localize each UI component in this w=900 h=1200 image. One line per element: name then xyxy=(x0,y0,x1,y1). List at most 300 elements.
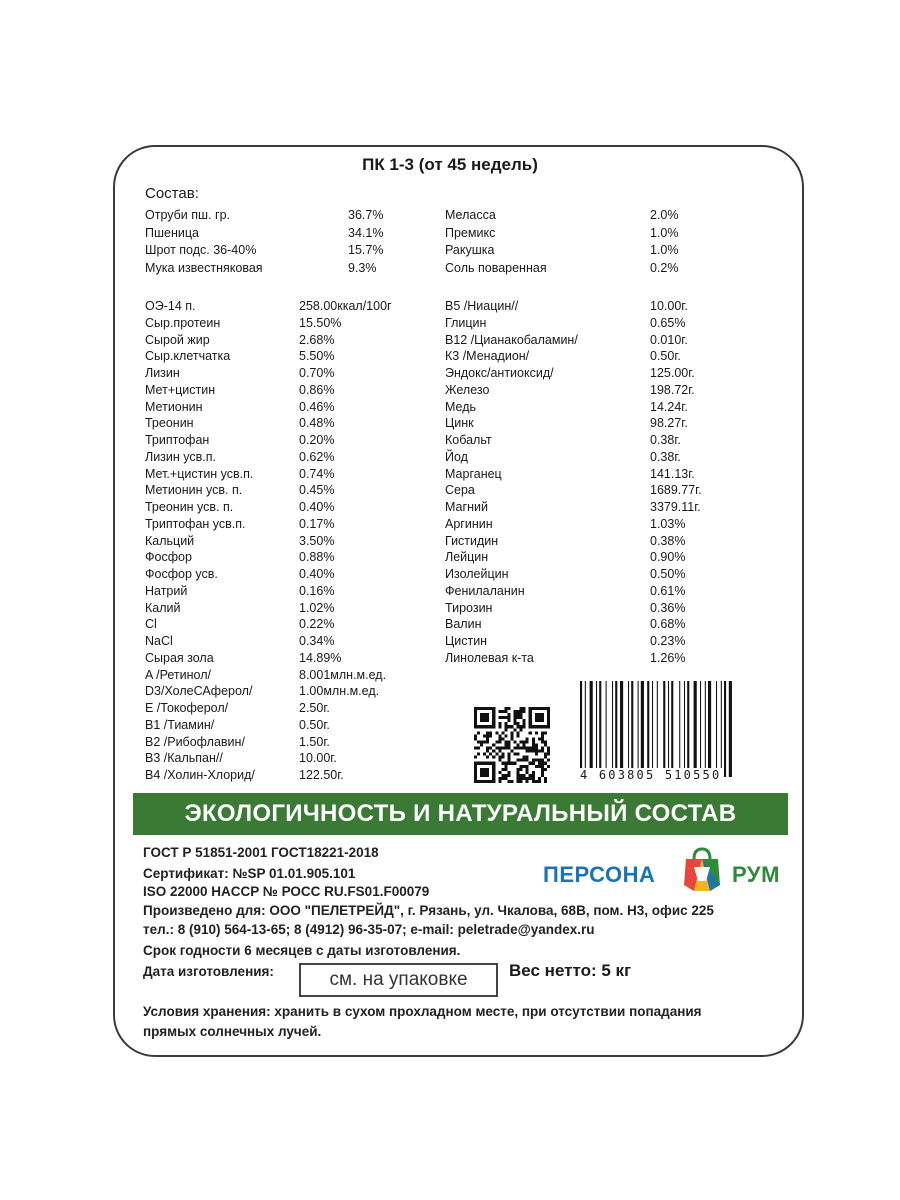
composition-item-value: 2.0% xyxy=(650,208,679,222)
nutrient-value: 1.03% xyxy=(650,516,686,531)
qr-module xyxy=(498,710,501,713)
nutrient-value: 0.65% xyxy=(650,315,686,330)
nutrient-value: 0.38г. xyxy=(650,449,681,464)
qr-module xyxy=(507,740,510,743)
composition-item-value: 34.1% xyxy=(348,225,384,240)
qr-module xyxy=(489,753,492,756)
qr-module xyxy=(538,737,541,740)
qr-module xyxy=(514,753,517,756)
qr-module xyxy=(526,765,529,768)
qr-module xyxy=(532,750,535,753)
qr-module xyxy=(535,759,538,762)
qr-module xyxy=(517,713,520,716)
nutrient-value: 14.24г. xyxy=(650,399,688,414)
qr-module xyxy=(474,756,477,759)
qr-module xyxy=(498,771,501,774)
composition-item-value: 0.2% xyxy=(650,260,679,275)
nutrient-value: 10.00г. xyxy=(299,751,337,766)
iso-text: ISO 22000 HACCP № РОСС RU.FS01.F00079 xyxy=(143,884,430,899)
nutrient-name: B2 /Рибофлавин/ xyxy=(145,734,245,749)
date-label: Дата изготовления: xyxy=(143,964,274,979)
qr-module xyxy=(498,734,501,737)
qr-module xyxy=(486,747,489,750)
qr-module xyxy=(501,756,504,759)
nutrient-value: 0.20% xyxy=(299,433,335,447)
nutrient-name: B4 /Холин-Хлорид/ xyxy=(145,768,255,782)
nutrient-name: Аргинин xyxy=(445,516,493,531)
qr-module xyxy=(501,747,504,750)
certificate-text: Сертификат: №SP 01.01.905.101 xyxy=(143,866,356,881)
barcode-bar xyxy=(652,681,653,777)
qr-module xyxy=(510,780,513,783)
nutrient-name: Изолейцин xyxy=(445,567,509,581)
nutrient-name: Гистидин xyxy=(445,533,499,548)
qr-module xyxy=(480,743,483,746)
qr-module xyxy=(483,734,486,737)
qr-module xyxy=(486,734,489,737)
qr-module xyxy=(507,725,510,728)
nutrient-value: 0.50г. xyxy=(650,349,681,364)
qr-module xyxy=(510,731,513,734)
barcode-bar xyxy=(585,681,586,777)
composition-item-name: Меласса xyxy=(445,208,496,222)
qr-module xyxy=(498,725,501,728)
nutrient-name: Цистин xyxy=(445,634,488,648)
barcode-bar xyxy=(705,681,706,777)
qr-module xyxy=(495,753,498,756)
qr-module xyxy=(517,759,520,762)
qr-module xyxy=(532,774,535,777)
barcode-bar xyxy=(663,681,665,777)
qr-module xyxy=(517,716,520,719)
qr-module xyxy=(526,737,529,740)
qr-module xyxy=(523,765,526,768)
qr-module xyxy=(547,747,550,750)
qr-module xyxy=(507,719,510,722)
nutrient-name: Лизин усв.п. xyxy=(145,449,216,464)
qr-module xyxy=(498,759,501,762)
qr-module xyxy=(507,774,510,777)
qr-module xyxy=(477,747,480,750)
qr-module xyxy=(486,731,489,734)
nutrient-name: Триптофан xyxy=(145,433,210,447)
composition-item-name: Ракушка xyxy=(445,243,495,257)
qr-module xyxy=(520,713,523,716)
qr-module xyxy=(504,710,507,713)
qr-module xyxy=(474,762,495,765)
qr-module xyxy=(523,743,526,746)
qr-module xyxy=(529,707,550,710)
qr-module xyxy=(538,750,541,753)
qr-module xyxy=(501,731,504,734)
qr-module xyxy=(523,722,526,725)
barcode-digits: 4 603805 510550 xyxy=(580,768,722,782)
qr-module xyxy=(474,747,477,750)
qr-module xyxy=(480,740,483,743)
qr-module xyxy=(517,780,520,783)
qr-module xyxy=(532,777,535,780)
qr-module xyxy=(495,747,498,750)
nutrient-value: 1689.77г. xyxy=(650,483,702,498)
nutrient-value: 0.40% xyxy=(299,567,335,581)
qr-module xyxy=(541,731,544,734)
nutrient-value: 0.68% xyxy=(650,617,686,632)
qr-module xyxy=(517,722,520,725)
qr-module xyxy=(507,753,510,756)
qr-module xyxy=(501,774,504,777)
qr-module xyxy=(514,722,517,725)
qr-module xyxy=(501,768,504,771)
nutrient-value: 1.26% xyxy=(650,650,686,665)
nutrient-name: Метионин xyxy=(145,399,203,414)
nutrient-value: 0.36% xyxy=(650,600,686,615)
qr-module xyxy=(507,762,510,765)
qr-module xyxy=(520,740,523,743)
qr-module xyxy=(535,780,538,783)
nutrient-name: B12 /Цианакобаламин/ xyxy=(445,332,578,347)
qr-module xyxy=(510,737,513,740)
barcode-bar xyxy=(657,681,658,777)
nutrient-value: 8.001млн.м.ед. xyxy=(299,667,387,682)
composition-item-name: Премикс xyxy=(445,225,496,240)
qr-module xyxy=(523,777,526,780)
qr-module xyxy=(504,725,507,728)
nutrient-value: 0.010г. xyxy=(650,332,688,347)
qr-module xyxy=(526,740,529,743)
nutrient-value: 0.38% xyxy=(650,533,686,548)
composition-item-value: 9.3% xyxy=(348,260,377,275)
qr-module xyxy=(541,759,544,762)
nutrient-name: Йод xyxy=(445,449,468,464)
barcode xyxy=(578,681,776,777)
qr-module xyxy=(517,710,520,713)
qr-module xyxy=(514,728,517,731)
qr-module xyxy=(544,780,547,783)
qr-module xyxy=(520,707,523,710)
qr-module xyxy=(492,750,495,753)
qr-module xyxy=(544,756,547,759)
barcode-bar xyxy=(687,681,689,777)
barcode-bar xyxy=(724,681,726,777)
qr-module xyxy=(526,759,529,762)
composition-item-value: 15.7% xyxy=(348,243,384,257)
qr-module xyxy=(532,747,535,750)
nutrient-name: Метионин усв. п. xyxy=(145,483,243,498)
qr-module xyxy=(520,747,523,750)
qr-module xyxy=(532,780,535,783)
barcode-bar xyxy=(721,681,722,777)
qr-module xyxy=(517,777,520,780)
composition-item-name: Мука известняковая xyxy=(145,260,263,275)
qr-module xyxy=(520,759,523,762)
composition-item-name: Соль поваренная xyxy=(445,260,547,275)
barcode-bar xyxy=(641,681,644,777)
qr-module xyxy=(514,719,517,722)
nutrient-value: 0.22% xyxy=(299,617,335,632)
qr-module xyxy=(498,750,501,753)
qr-module xyxy=(523,759,526,762)
shopping-bag-icon xyxy=(680,845,724,893)
qr-module xyxy=(501,777,504,780)
nutrient-name: Тирозин xyxy=(445,600,493,615)
barcode-bar xyxy=(700,681,701,777)
qr-module xyxy=(517,734,520,737)
nutrient-value: 0.23% xyxy=(650,634,686,648)
qr-module xyxy=(541,774,544,777)
nutrient-value: 5.50% xyxy=(299,349,335,364)
nutrient-value: 0.61% xyxy=(650,583,686,598)
nutrient-value: 2.50г. xyxy=(299,701,330,715)
nutrient-value: 0.74% xyxy=(299,466,335,481)
nutrient-name: Линолевая к-та xyxy=(445,650,534,665)
qr-module xyxy=(529,762,532,765)
nutrient-name: Фосфор усв. xyxy=(145,567,218,581)
qr-module xyxy=(477,740,480,743)
qr-module xyxy=(501,762,504,765)
nutrient-value: 0.16% xyxy=(299,583,335,598)
qr-module xyxy=(538,759,541,762)
qr-module xyxy=(526,747,529,750)
nutrient-value: 1.00млн.м.ед. xyxy=(299,684,380,699)
nutrient-name: NaCl xyxy=(145,634,173,648)
qr-module xyxy=(541,762,544,765)
qr-module xyxy=(526,756,529,759)
qr-module xyxy=(529,750,532,753)
qr-module xyxy=(498,777,501,780)
qr-module xyxy=(541,740,544,743)
qr-module xyxy=(529,707,532,728)
qr-module xyxy=(489,747,492,750)
qr-module xyxy=(541,771,544,774)
nutrient-value: 3379.11г. xyxy=(650,500,701,514)
qr-module xyxy=(541,765,544,768)
qr-module xyxy=(514,710,517,713)
qr-module xyxy=(504,728,507,731)
qr-module xyxy=(535,713,544,722)
qr-module xyxy=(507,713,510,716)
qr-module xyxy=(535,765,538,768)
qr-module xyxy=(538,765,541,768)
nutrient-name: Треонин xyxy=(145,416,194,431)
qr-module xyxy=(547,765,550,768)
qr-module xyxy=(520,768,523,771)
qr-module xyxy=(544,777,547,780)
qr-module xyxy=(529,731,532,734)
qr-module xyxy=(526,750,529,753)
qr-module xyxy=(492,707,495,728)
qr-module xyxy=(510,762,513,765)
nutrient-value: 198.72г. xyxy=(650,382,695,397)
nutrient-value: 0.70% xyxy=(299,366,335,380)
qr-module xyxy=(535,743,538,746)
nutrient-value: 0.88% xyxy=(299,550,335,565)
nutrient-value: 0.62% xyxy=(299,449,335,464)
qr-module xyxy=(535,750,538,753)
qr-module xyxy=(532,762,535,765)
nutrient-name: Натрий xyxy=(145,583,188,598)
composition-item-value: 1.0% xyxy=(650,225,679,240)
shelf-life-text: Срок годности 6 месяцев с даты изготовления. xyxy=(143,943,461,958)
qr-module xyxy=(517,771,520,774)
nutrient-name: Цинк xyxy=(445,416,474,431)
nutrient-name: Кобальт xyxy=(445,433,492,447)
nutrient-name: Мет.+цистин усв.п. xyxy=(145,466,254,481)
qr-module xyxy=(526,771,529,774)
qr-module xyxy=(504,716,507,719)
producer-text: Произведено для: ООО "ПЕЛЕТРЕЙД", г. Рязань, ул. Чкалова, 68В, пом. Н3, офис 225 xyxy=(143,903,714,918)
qr-module xyxy=(486,740,489,743)
qr-module xyxy=(523,707,526,710)
nutrient-value: 10.00г. xyxy=(650,299,688,313)
qr-module xyxy=(517,768,520,771)
qr-module xyxy=(507,747,510,750)
qr-module xyxy=(520,710,523,713)
qr-module xyxy=(523,774,526,777)
qr-module xyxy=(532,759,535,762)
eco-banner: ЭКОЛОГИЧНОСТЬ И НАТУРАЛЬНЫЙ СОСТАВ xyxy=(133,793,788,835)
barcode-bar xyxy=(668,681,669,777)
nutrient-name: Калий xyxy=(145,600,181,615)
net-weight: Вес нетто: 5 кг xyxy=(509,961,632,980)
qr-module xyxy=(538,777,541,780)
nutrient-value: 141.13г. xyxy=(650,466,695,481)
qr-module xyxy=(517,743,520,746)
nutrient-name: Мет+цистин xyxy=(145,382,216,397)
qr-module xyxy=(474,707,495,710)
nutrient-name: D3/ХолеСАферол/ xyxy=(145,684,253,699)
qr-module xyxy=(541,750,544,753)
barcode-bar xyxy=(684,681,685,777)
qr-module xyxy=(538,780,541,783)
barcode-bar xyxy=(631,681,633,777)
qr-module xyxy=(504,734,507,737)
qr-module xyxy=(477,753,480,756)
nutrient-name: Сырой жир xyxy=(145,332,210,347)
nutrient-name: Железо xyxy=(445,382,490,397)
qr-module xyxy=(495,731,498,734)
qr-module xyxy=(486,737,489,740)
qr-module xyxy=(514,762,517,765)
barcode-bar xyxy=(708,681,711,777)
qr-module xyxy=(535,753,538,756)
nutrient-name: Сыр.протеин xyxy=(145,315,221,330)
qr-module xyxy=(504,747,507,750)
qr-module xyxy=(520,765,523,768)
nutrient-value: 2.68% xyxy=(299,332,335,347)
qr-module xyxy=(544,768,547,771)
barcode-bar xyxy=(590,681,593,777)
product-title: ПК 1-3 (от 45 недель) xyxy=(362,155,538,174)
qr-module xyxy=(492,743,495,746)
qr-module xyxy=(507,707,510,710)
qr-module xyxy=(517,774,520,777)
qr-module xyxy=(498,756,501,759)
qr-module xyxy=(474,737,477,740)
qr-module xyxy=(523,725,526,728)
qr-module xyxy=(504,722,507,725)
qr-module xyxy=(504,762,507,765)
qr-module xyxy=(517,747,520,750)
composition-item-name: Отруби пш. гр. xyxy=(145,208,230,222)
qr-module xyxy=(507,780,510,783)
nutrient-value: 0.45% xyxy=(299,483,335,498)
nutrient-name: B3 /Кальпан// xyxy=(145,751,223,766)
qr-module xyxy=(483,753,486,756)
qr-module xyxy=(517,725,520,728)
qr-module xyxy=(501,716,504,719)
nutrient-value: 258.00ккал/100г xyxy=(299,299,392,313)
qr-module xyxy=(532,740,535,743)
barcode-bar xyxy=(679,681,680,777)
composition-item-value: 36.7% xyxy=(348,208,384,222)
qr-module xyxy=(532,743,535,746)
qr-module xyxy=(529,777,532,780)
qr-module xyxy=(474,762,477,783)
nutrient-name: Лейцин xyxy=(445,550,489,565)
nutrient-value: 0.90% xyxy=(650,550,686,565)
qr-module xyxy=(547,707,550,728)
nutrient-value: 0.86% xyxy=(299,382,335,397)
nutrient-value: 0.40% xyxy=(299,500,335,514)
nutrient-name: Триптофан усв.п. xyxy=(145,516,246,531)
nutrient-name: Сырая зола xyxy=(145,650,214,665)
qr-module xyxy=(489,734,492,737)
qr-module xyxy=(532,737,535,740)
nutrient-value: 15.50% xyxy=(299,315,342,330)
qr-module xyxy=(523,756,526,759)
storage-text-1: Условия хранения: хранить в сухом прохладном месте, при отсутствии попадания xyxy=(143,1004,702,1019)
nutrient-name: E /Токоферол/ xyxy=(145,701,229,715)
nutrient-value: 0.50г. xyxy=(299,717,330,732)
nutrient-name: К3 /Менадион/ xyxy=(445,349,530,364)
qr-module xyxy=(526,780,529,783)
nutrient-value: 1.50г. xyxy=(299,734,330,749)
barcode-bar xyxy=(606,681,607,777)
qr-module xyxy=(492,762,495,783)
nutrient-value: 0.38г. xyxy=(650,433,681,447)
qr-module xyxy=(544,743,547,746)
qr-module xyxy=(547,750,550,753)
nutrient-value: 14.89% xyxy=(299,650,342,665)
nutrient-name: B5 /Ниацин// xyxy=(445,299,519,313)
composition-item-name: Шрот подс. 36-40% xyxy=(145,243,257,257)
barcode-bar xyxy=(716,681,717,777)
qr-module xyxy=(504,768,507,771)
qr-module xyxy=(514,747,517,750)
barcode-bar xyxy=(671,681,673,777)
brand-name-right: РУМ xyxy=(732,862,780,887)
qr-module xyxy=(510,725,513,728)
qr-module xyxy=(504,740,507,743)
qr-module xyxy=(517,753,520,756)
qr-code xyxy=(474,707,550,783)
qr-module xyxy=(492,756,495,759)
qr-module xyxy=(520,780,523,783)
qr-module xyxy=(510,750,513,753)
nutrient-name: Эндокс/антиоксид/ xyxy=(445,366,554,380)
qr-module xyxy=(526,777,529,780)
qr-module xyxy=(535,747,538,750)
qr-module xyxy=(520,725,523,728)
nutrient-value: 98.27г. xyxy=(650,416,688,431)
qr-module xyxy=(480,713,489,722)
qr-module xyxy=(523,747,526,750)
qr-module xyxy=(529,725,550,728)
qr-module xyxy=(507,743,510,746)
nutrient-value: 3.50% xyxy=(299,533,335,548)
nutrient-name: Фосфор xyxy=(145,550,192,565)
qr-module xyxy=(514,740,517,743)
